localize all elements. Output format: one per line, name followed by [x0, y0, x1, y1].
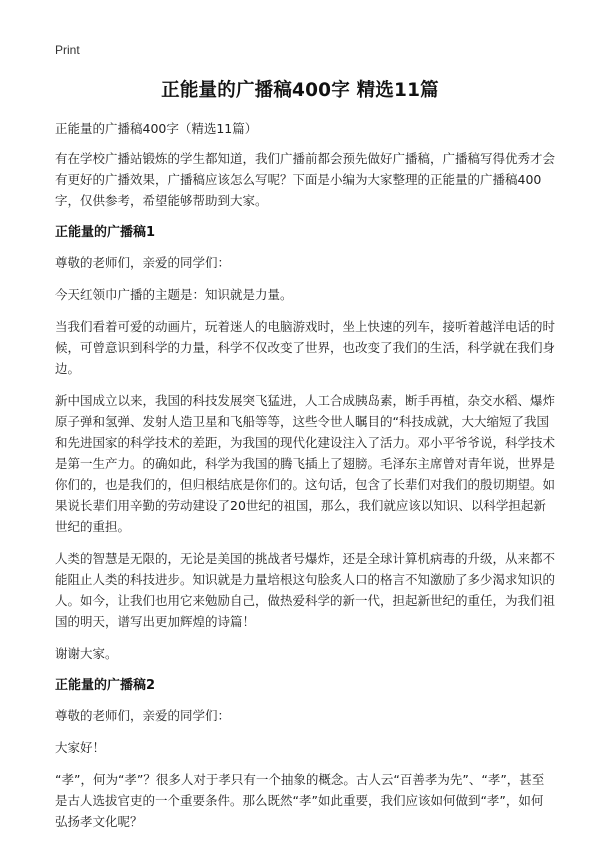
print-link[interactable]: Print [55, 43, 80, 57]
document-body [55, 118, 555, 843]
document-subtitle: 正能量的广播稿400字（精选11篇） [55, 121, 258, 136]
article-1-heading: 正能量的广播稿1 [55, 225, 156, 240]
article-1-closing: 谢谢大家。 [55, 646, 118, 661]
intro-paragraph: 有在学校广播站锻炼的学生都知道，我们广播前都会预先做好广播稿，广播稿写得优秀才会有更好的广播效果，广播稿应该怎么写呢？下面是小编为大家整理的正能量的广播稿400字，仅供参考，希望能够帮助到大家。 [55, 151, 556, 208]
article-1-theme: 今天红领巾广播的主题是：知识就是力量。 [55, 287, 293, 302]
article-2 [55, 675, 555, 832]
document-title: 正能量的广播稿400字 精选11篇 [161, 80, 439, 101]
article-1-paragraph: 新中国成立以来，我国的科技发展突飞猛进，人工合成胰岛素，断手再植，杂交水稻、爆炸原子弹和氢弹、发射人造卫星和飞船等等，这些令世人瞩目的“科技成就，大大缩短了我国和先进国家的科学技术的差距，为我国的现代化建设注入了活力。邓小平爷爷说，科学技术是第一生产力。的确如此，科学为我国的腾飞插上了翅膀。毛泽东主席曾对青年说，世界是你们的，也是我们的，但归根结底是你们的。这句话，包含了长辈们对我们的殷切期望。如果说长辈们用辛勤的劳动建设了20世纪的祖国，那么，我们就应该以知识、以科学担起新世纪的重担。 [55, 393, 556, 534]
article-1-paragraph: 当我们看着可爱的动画片，玩着迷人的电脑游戏时，坐上快速的列车，接听着越洋电话的时候，可曾意识到科学的力量，科学不仅改变了世界，也改变了我们的生活，科学就在我们身边。 [55, 319, 556, 376]
article-2-heading: 正能量的广播稿2 [55, 678, 156, 693]
article-1-paragraph: 人类的智慧是无限的，无论是美国的挑战者号爆炸，还是全球计算机病毒的升级，从来都不能阻止人类的科技进步。知识就是力量培根这句脍炙人口的格言不知激励了多少渴求知识的人。如今，让我们也用它来勉励自己，做热爱科学的新一代，担起新世纪的重任，为我们祖国的明天，谱写出更加辉煌的诗篇！ [55, 551, 556, 629]
article-2-hello: 大家好！ [55, 740, 106, 755]
article-2-paragraph: “孝”，何为“孝”？很多人对于孝只有一个抽象的概念。古人云“百善孝为先”、“孝”，甚至是古人选拔官吏的一个重要条件。那么既然“孝”如此重要，我们应该如何做到“孝”，如何弘扬孝文化呢？ [55, 772, 545, 829]
article-1 [55, 222, 555, 664]
article-2-greeting: 尊敬的老师们，亲爱的同学们： [55, 708, 231, 723]
article-1-greeting: 尊敬的老师们，亲爱的同学们： [55, 255, 231, 270]
